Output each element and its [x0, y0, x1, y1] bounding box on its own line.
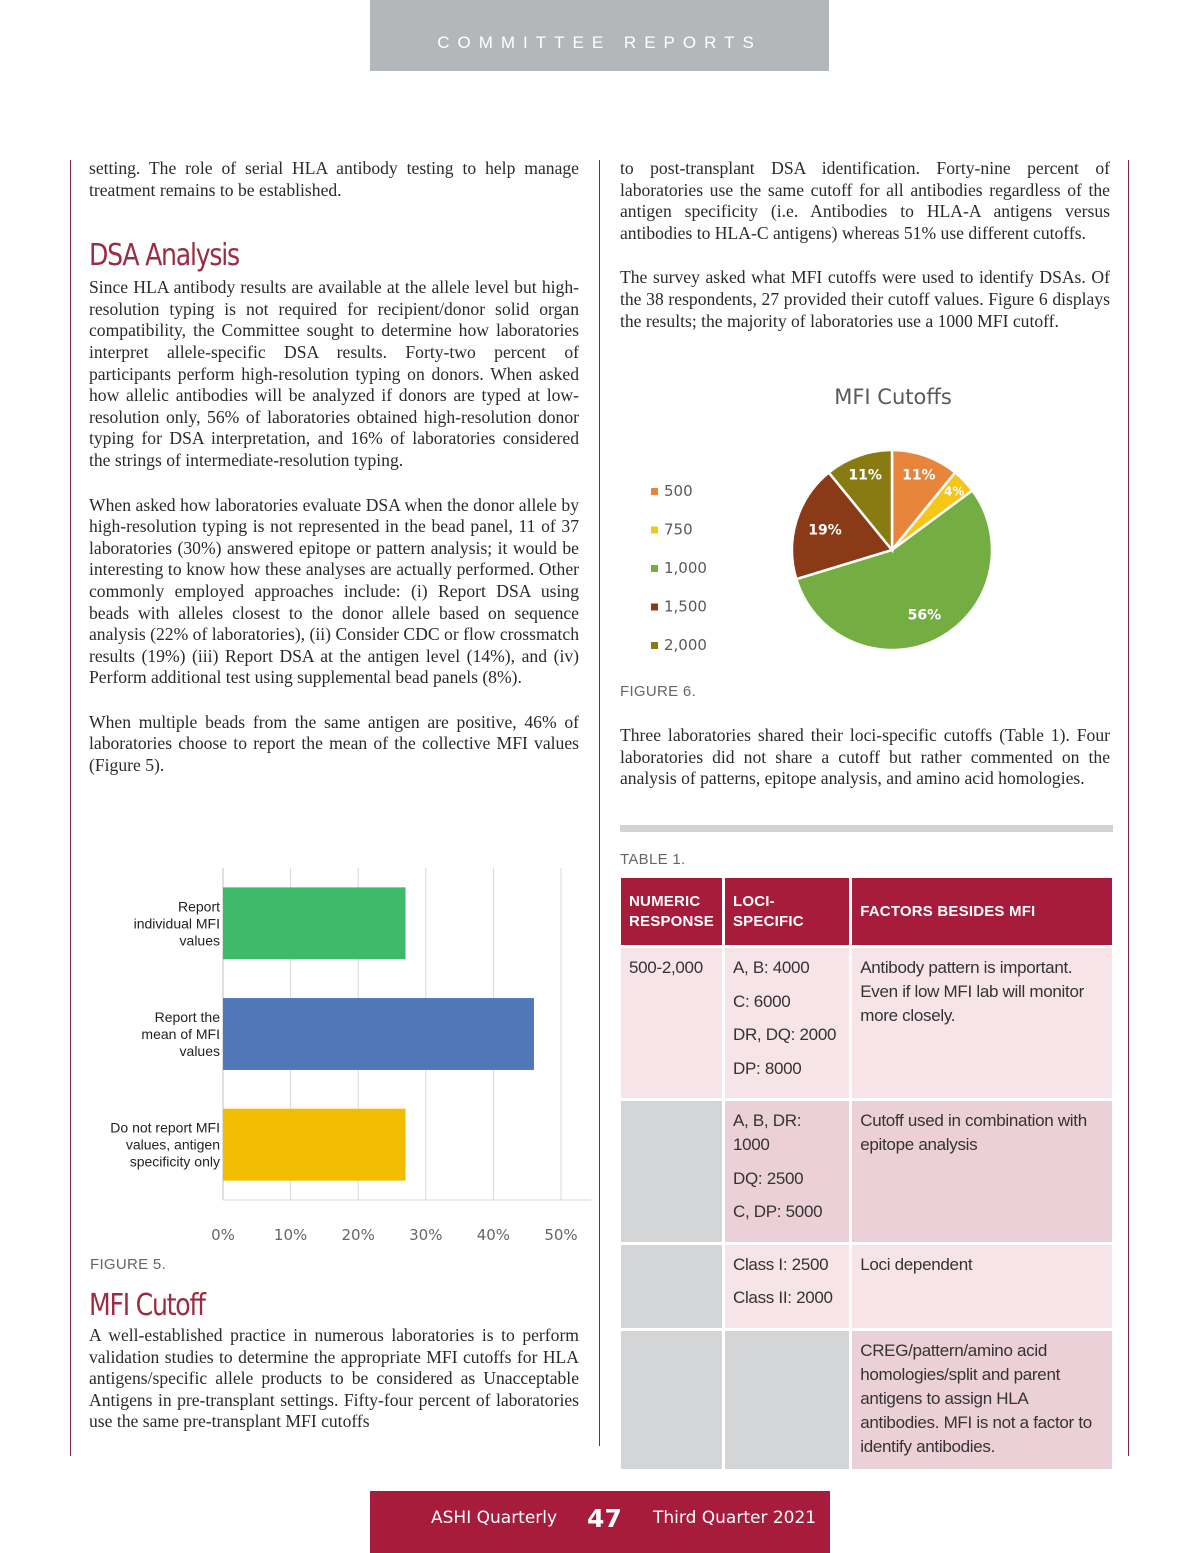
header-line: RESPONSE [629, 912, 714, 930]
footer-issue: Third Quarter 2021 [653, 1508, 817, 1528]
pie-value-label: 4% [944, 484, 965, 499]
figure6-pie-chart [620, 370, 1110, 670]
cell-loci [725, 1331, 849, 1469]
x-tick-label: 10% [273, 1226, 308, 1244]
figure5-caption: FIGURE 5. [90, 1256, 167, 1273]
pie-value-label: 19% [808, 522, 842, 539]
loci-value: A, B: 4000 [732, 958, 810, 977]
table-row [621, 1331, 1112, 1469]
pie-value-label: 11% [902, 467, 936, 484]
dsa-paragraph-3: When multiple beads from the same antigen are positive, 46% of laboratories choose to report the mean of the collective MFI values (Figure 5). [89, 711, 579, 776]
loci-value: C, DP: 5000 [732, 1202, 823, 1221]
dsa-paragraph-2: When asked how laboratories evaluate DSA when the donor allele by high-resolution typing is not represented in the bead panel, 11 of 37 laboratories (30%) answered epitope or pattern analysis; it would be interesting to know how these analyses are actually performed. Other commonly employed approaches include: (i) Report DSA using beads with alleles closest to the donor allele based on sequence analysis (22% of laboratories), (ii) Consider CDC or flow crossmatch results (19%) (iii) Report DSA at the antigen level (14%), and (iv) Perform additional test using supplemental bead panels (8%). [89, 494, 579, 688]
x-tick-label: 20% [341, 1226, 375, 1244]
center-column-rule [599, 160, 600, 1446]
cell-numeric [621, 1331, 722, 1469]
cell-factors: CREG/pattern/amino acid homologies/split and parent antigens to assign HLA antibodies. MFI is not a factor to identify antibodies. [852, 1331, 1112, 1469]
category-label: Do not report MFI values, antigen specificity only [110, 1119, 220, 1170]
dsa-paragraph-1: Since HLA antibody results are available at the allele level but high-resolution typing is not required for recipient/donor solid organ compatibility, the Committee sought to determine how laboratories interpret allele-specific DSA results. Forty-two percent of participants perform high-resolution typing on donors. When asked how allelic antibodies will be analyzed if donors are typed at low-resolution only, 56% of laboratories obtained high-resolution donor typing for DSA interpretation, and 16% of laboratories considered the strings of intermediate-resolution typing. [89, 277, 579, 470]
cell-factors: Cutoff used in combination with epitope analysis [852, 1101, 1112, 1242]
header-loci-specific [725, 878, 849, 945]
x-tick-label: 40% [476, 1226, 511, 1244]
cell-numeric [621, 1101, 722, 1242]
header-line: LOCI-SPECIFIC [732, 892, 804, 930]
mfi-cutoff-section [89, 1288, 579, 1433]
loci-value: A, B, DR: 1000 [732, 1111, 802, 1154]
right-paragraph-3: Three laboratories shared their loci-specific cutoffs (Table 1). Four laboratories did not share a cutoff but rather commented on the analysis of patterns, epitope analysis, and amino acid homologies. [620, 725, 1110, 789]
loci-value: Class I: 2500 [732, 1254, 829, 1274]
legend-swatch [651, 642, 658, 649]
table1-caption: TABLE 1. [620, 851, 686, 868]
figure5-bar-chart [89, 860, 599, 1250]
left-column [89, 158, 579, 777]
cell-factors: Loci dependent [852, 1245, 1112, 1328]
pie-value-label: 11% [848, 467, 882, 484]
bar [223, 998, 534, 1070]
loci-value: Class II: 2000 [732, 1288, 833, 1307]
pie-chart-title: MFI Cutoffs [834, 385, 952, 409]
table1 [618, 875, 1115, 1472]
legend-swatch [651, 527, 658, 534]
x-tick-label: 0% [211, 1226, 235, 1244]
category-label: Report individual MFI values [133, 898, 220, 949]
mfi-cutoff-paragraph: A well-established practice in numerous laboratories is to perform validation studies to determine the appropriate MFI cutoffs for HLA antigens/specific allele products to be considered as Unacceptable Antigens in pre-transplant settings. Fifty-four percent of laboratories use the same pre-transplant MFI cutoffs [89, 1325, 579, 1432]
cell-loci [725, 1245, 849, 1328]
legend-label: 500 [664, 482, 693, 500]
cell-factors: Antibody pattern is important. Even if low MFI lab will monitor more closely. [852, 948, 1112, 1098]
legend-label: 1,500 [664, 597, 707, 616]
header-factors-besides-mfi [852, 878, 1112, 945]
right-paragraph-2: The survey asked what MFI cutoffs were used to identify DSAs. Of the 38 respondents, 27 provided their cutoff values. Figure 6 displays the results; the majority of laboratories use a 1000 MFI cutoff. [620, 267, 1110, 331]
footer-journal: ASHI Quarterly [431, 1508, 558, 1528]
cell-loci [725, 948, 849, 1098]
bar [223, 887, 406, 959]
figure6-caption: FIGURE 6. [620, 683, 697, 700]
table-row [621, 1101, 1112, 1242]
header-numeric-response [621, 878, 722, 945]
intro-paragraph: setting. The role of serial HLA antibody testing to help manage treatment remains to be established. [89, 158, 579, 200]
x-tick-label: 30% [409, 1226, 443, 1244]
section-banner: COMMITTEE REPORTS [370, 0, 829, 71]
legend-label: 2,000 [664, 636, 707, 654]
cell-loci [725, 1101, 849, 1242]
right-column [620, 158, 1110, 332]
right-paragraph-1: to post-transplant DSA identification. Forty-nine percent of laboratories use the same cutoff for all antibodies regardless of the antigen specificity (i.e. Antibodies to HLA-A antigens versus antibodies to HLA-C antigens) whereas 51% use different cutoffs. [620, 158, 1110, 243]
right-margin-rule [1128, 160, 1129, 1456]
footer-page-number: 47 [587, 1504, 622, 1533]
left-margin-rule [70, 160, 71, 1456]
loci-value: DQ: 2500 [732, 1168, 804, 1188]
header-line: FACTORS BESIDES MFI [860, 902, 1036, 920]
legend-swatch [651, 488, 658, 495]
category-label: Report the mean of MFI values [141, 1009, 220, 1059]
table-separator [620, 825, 1113, 832]
legend-label: 750 [664, 520, 693, 539]
header-line: NUMERIC [629, 892, 701, 910]
page-footer [370, 1491, 830, 1553]
pie-value-label: 56% [907, 607, 942, 624]
loci-value: DR, DQ: 2000 [732, 1025, 837, 1044]
loci-value: C: 6000 [732, 991, 791, 1011]
cell-numeric: 500-2,000 [621, 948, 722, 1098]
legend-swatch [651, 604, 658, 611]
loci-value: DP: 8000 [732, 1058, 802, 1078]
dsa-analysis-heading: DSA Analysis [89, 238, 239, 274]
x-tick-label: 50% [544, 1226, 578, 1244]
table-header-row [621, 878, 1112, 945]
bar [223, 1109, 406, 1181]
legend-label: 1,000 [664, 559, 707, 577]
mfi-cutoff-heading: MFI Cutoff [89, 1288, 205, 1323]
table-row [621, 1245, 1112, 1328]
legend-swatch [651, 565, 658, 572]
cell-numeric [621, 1245, 722, 1328]
table-row [621, 948, 1112, 1098]
